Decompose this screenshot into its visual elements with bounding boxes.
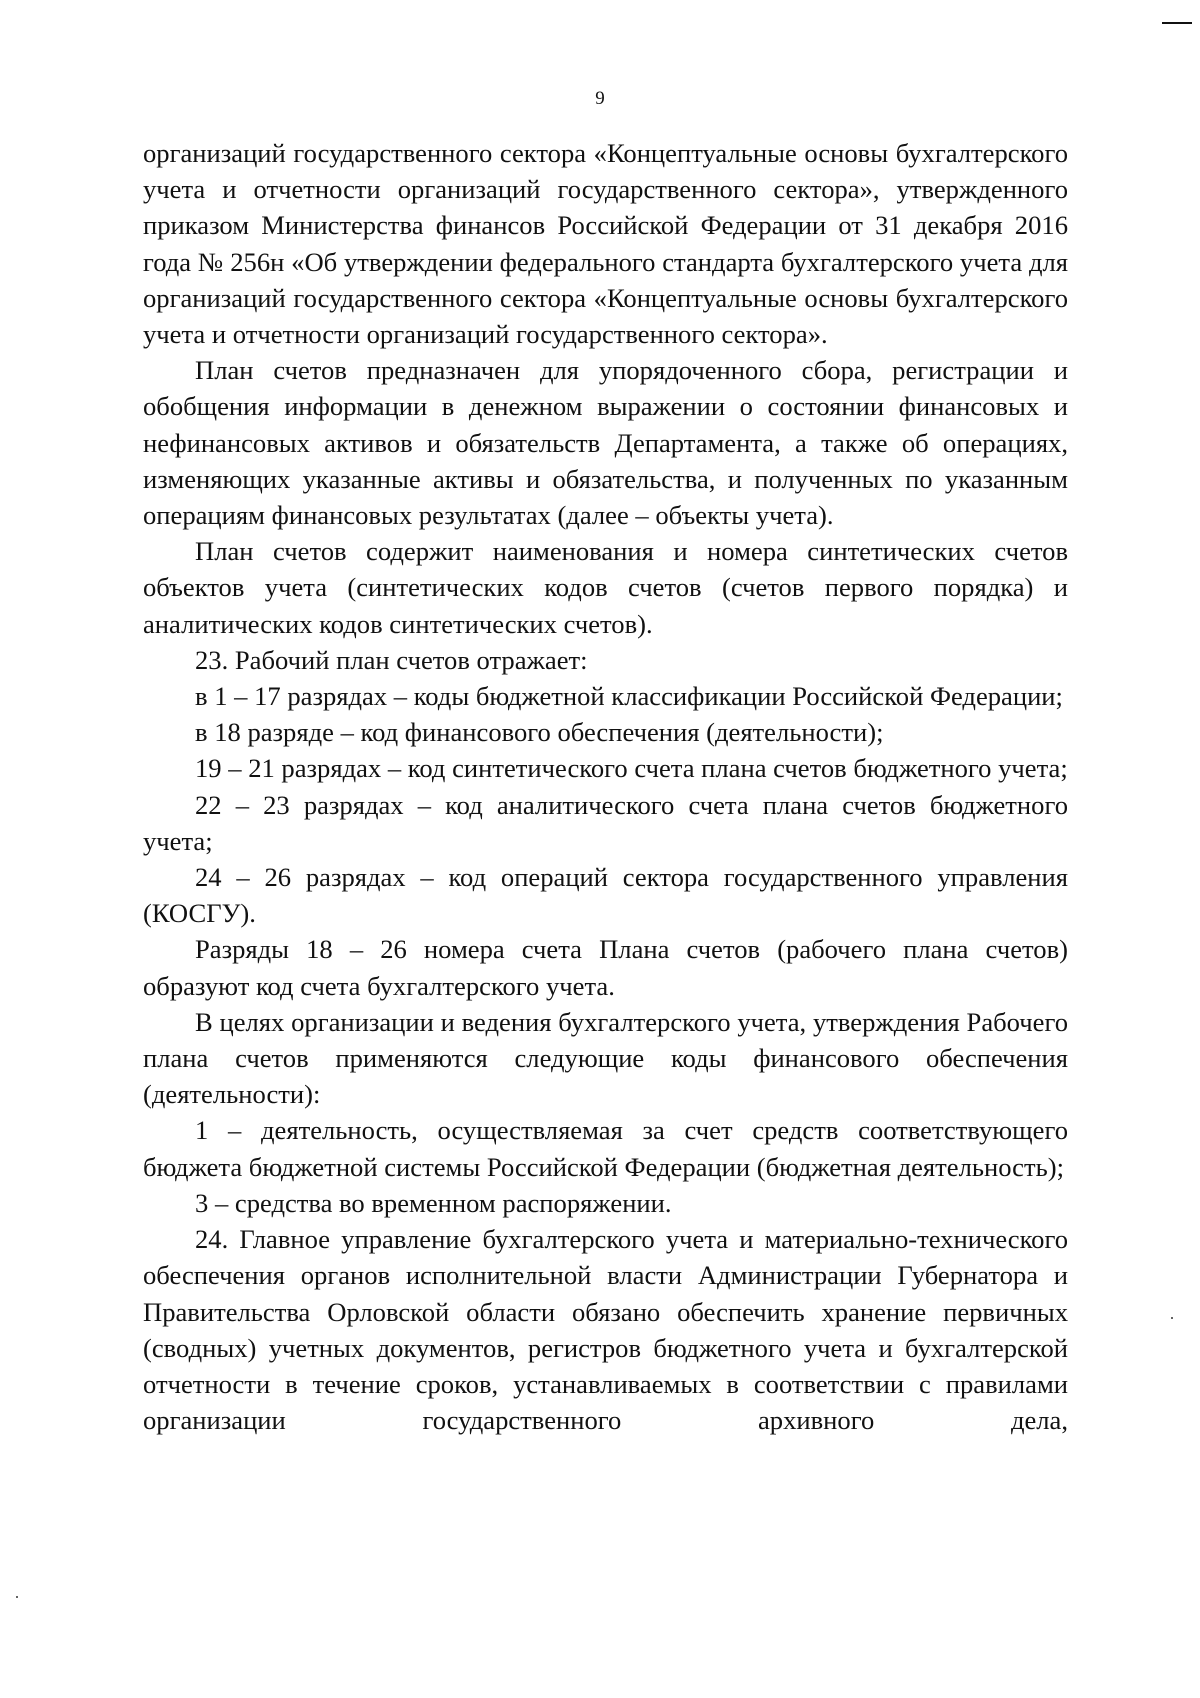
paragraph-section-23-heading: 23. Рабочий план счетов отражает: xyxy=(195,644,588,675)
page-number: 9 xyxy=(595,88,605,109)
paragraph-digits-19-21: 19 – 21 разрядах – код синтетического счета плана счетов бюджетного учета; xyxy=(195,753,1068,784)
paragraph-funding-code-1: 1 – деятельность, осуществляемая за счет средств соответствующего бюджета бюджетной системы Российской Федерации (бюджетная деятельность); xyxy=(143,1115,1068,1182)
paragraph-funding-code-3: 3 – средства во временном распоряжении. xyxy=(195,1187,672,1218)
paragraph-digit-18: в 18 разряде – код финансового обеспечения (деятельности); xyxy=(195,717,884,748)
scan-speck xyxy=(1171,1317,1173,1319)
paragraph-digits-1-17: в 1 – 17 разрядах – коды бюджетной классификации Российской Федерации; xyxy=(195,681,1063,712)
document-body xyxy=(143,135,1068,1438)
paragraph-digits-24-26: 24 – 26 разрядах – код операций сектора государственного управления (КОСГУ). xyxy=(143,862,1068,929)
scan-corner-mark xyxy=(1162,22,1192,24)
paragraph-chart-of-accounts-contents: План счетов содержит наименования и номера синтетических счетов объектов учета (синтетических кодов счетов (счетов первого порядка) и аналитических кодов синтетических счетов). xyxy=(143,536,1068,639)
paragraph-digits-22-23: 22 – 23 разрядах – код аналитического счета плана счетов бюджетного учета; xyxy=(143,789,1068,856)
paragraph-preamble-continuation: организаций государственного сектора «Концептуальные основы бухгалтерского учета и отчетности организаций государственного сектора», утвержденного приказом Министерства финансов Российской Федерации от 31 декабря 2016 года № 256н «Об утверждении федерального стандарта бухгалтерского учета для организаций государственного сектора «Концептуальные основы бухгалтерского учета и отчетности организаций государственного сектора». xyxy=(143,138,1068,350)
paragraph-funding-codes-intro: В целях организации и ведения бухгалтерского учета, утверждения Рабочего плана счетов применяются следующие коды финансового обеспечения (деятельности): xyxy=(143,1006,1068,1110)
paragraph-digits-18-26: Разряды 18 – 26 номера счета Плана счетов (рабочего плана счетов) образуют код счета бухгалтерского учета. xyxy=(143,934,1068,1001)
scan-speck xyxy=(16,1596,18,1598)
paragraph-chart-of-accounts-purpose: План счетов предназначен для упорядоченного сбора, регистрации и обобщения информации в денежном выражении о состоянии финансовых и нефинансовых активов и обязательств Департамента, а также об операциях, изменяющих указанные активы и обязательства, и полученных по указанным операциям финансовых результатах (далее – объекты учета). xyxy=(143,355,1068,531)
paragraph-section-24: 24. Главное управление бухгалтерского учета и материально-технического обеспечения органов исполнительной власти Администрации Губернатора и Правительства Орловской области обязано обеспечить хранение первичных (сводных) учетных документов, регистров бюджетного учета и бухгалтерской отчетности в течение сроков, устанавливаемых в соответствии с правилами организации государственного архивного дела, xyxy=(143,1224,1068,1436)
